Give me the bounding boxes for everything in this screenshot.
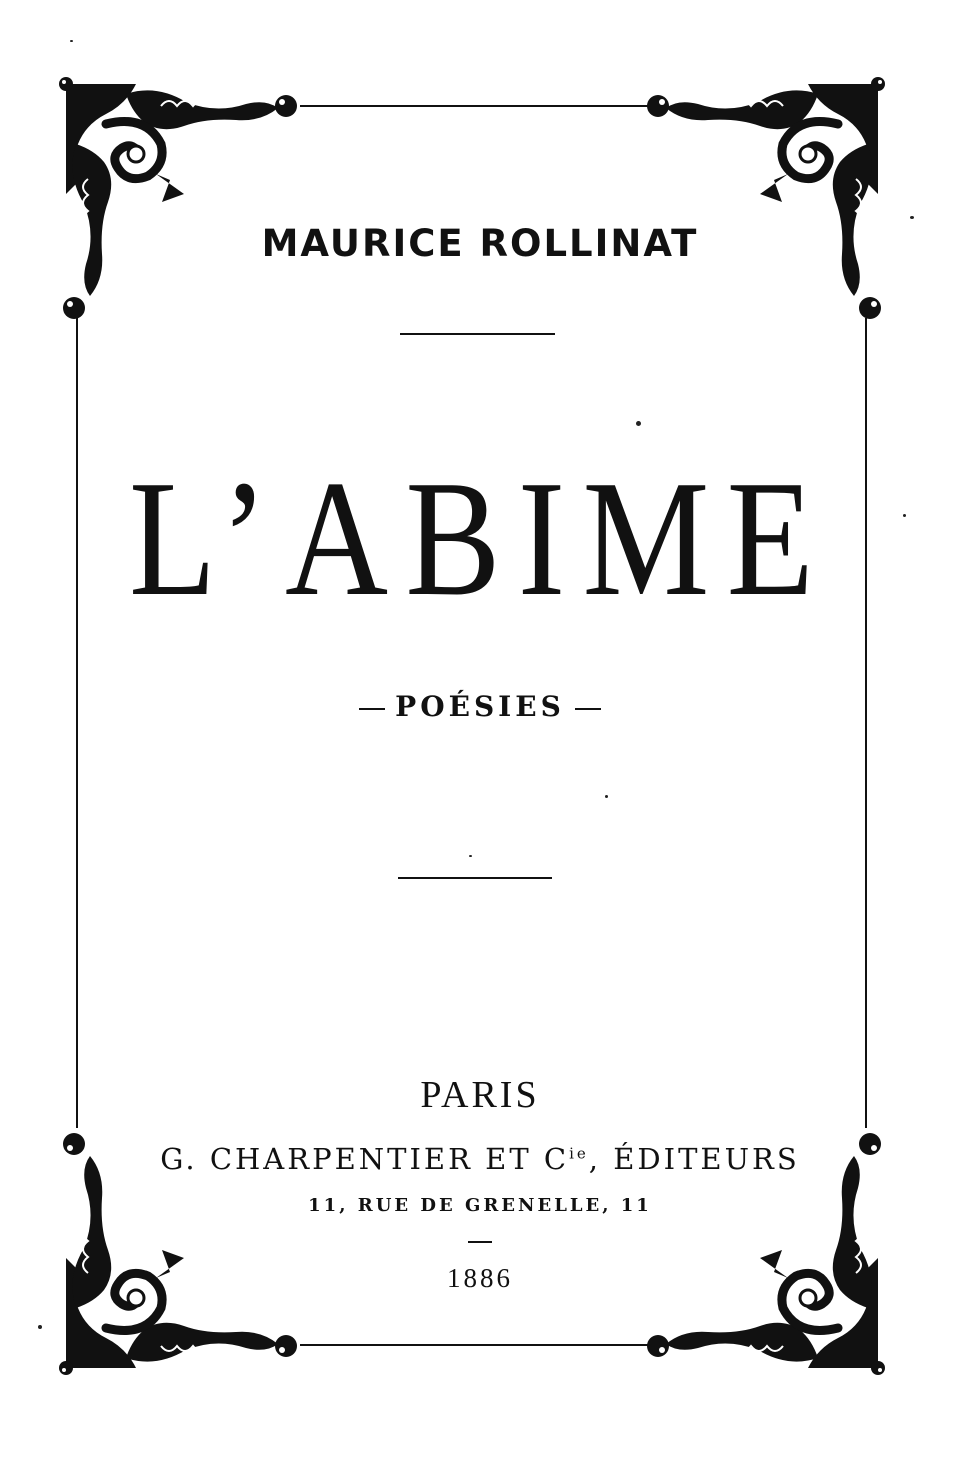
imprint-publisher [0,1142,960,1176]
dash-right [575,708,601,710]
scan-speck [636,421,641,426]
corner-ornament-top-right [647,77,885,319]
imprint-address: 11, RUE DE GRENELLE, 11 [308,1195,652,1216]
imprint-year: 1886 [447,1263,513,1293]
scan-speck [70,40,73,42]
divider-rule-middle [398,877,552,879]
divider-rule-small [468,1241,492,1243]
scan-speck [38,1325,42,1329]
corner-ornament-top-left [59,77,297,319]
scan-speck [469,855,472,857]
book-title: L’ABIME [128,446,832,630]
subtitle-text: POÉSIES [395,690,565,723]
author-name: MAURICE ROLLINAT [261,222,699,265]
divider-rule-top [400,333,555,335]
scan-speck [903,514,906,517]
subtitle [0,690,960,723]
publisher-role: , ÉDITEURS [588,1142,800,1176]
imprint-city: PARIS [420,1074,540,1116]
dash-left [359,708,385,710]
publisher-name: G. CHARPENTIER ET C [160,1142,570,1176]
scan-speck [605,795,608,798]
scan-speck [910,216,914,219]
publisher-superscript: ie [569,1144,589,1163]
